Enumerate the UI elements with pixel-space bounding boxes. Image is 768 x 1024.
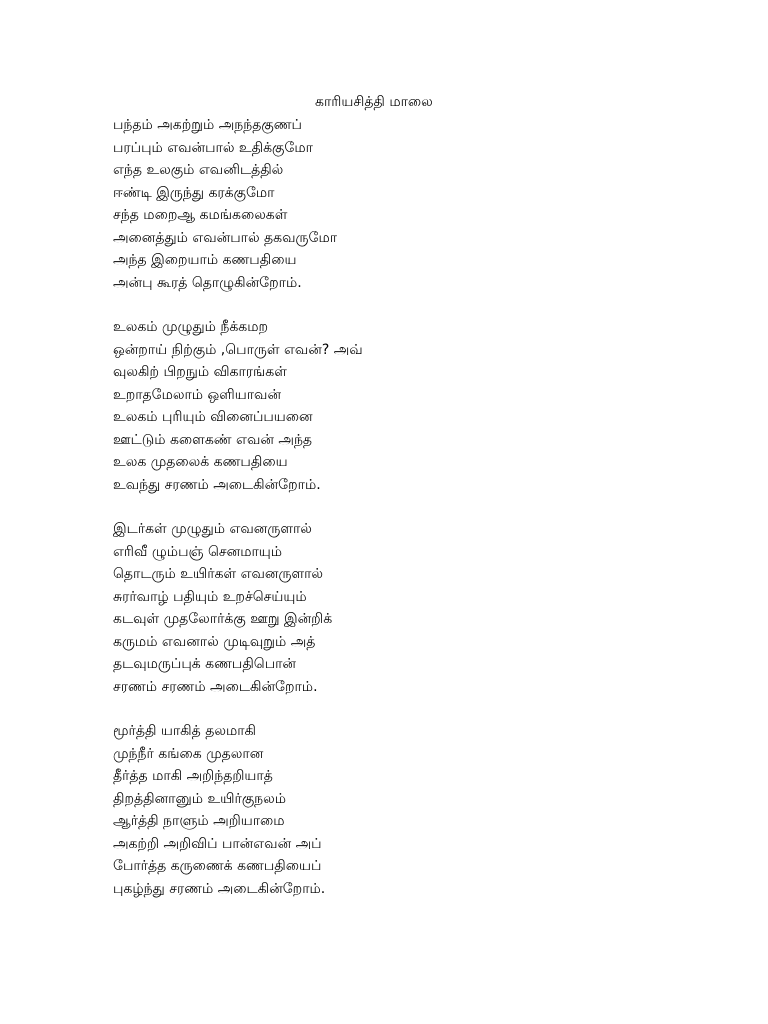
poem-line: கடவுள் முதலோர்க்கு ஊறு இன்றிக் — [113, 611, 333, 627]
poem-line: தடவுமருப்புக் கணபதிபொன் — [113, 656, 297, 672]
poem-line: எரிவீ ழும்பஞ் செனமாயும் — [113, 543, 283, 560]
poem-line: எந்த உலகும் எவனிடத்தில் — [113, 162, 284, 178]
document-title: காரியசித்தி மாலை — [315, 94, 433, 110]
poem-line: இடர்கள் முழுதும் எவனருளால் — [113, 521, 312, 537]
poem-line: சுரர்வாழ் பதியும் உறச்செய்யும் — [113, 588, 307, 605]
poem-line: போர்த்த கருணைக் கணபதியைப் — [113, 858, 322, 874]
poem-line: உலகம் முழுதும் நீக்கமற — [113, 319, 269, 335]
poem-line: தீர்த்த மாகி அறிந்தறியாத் — [113, 768, 273, 784]
poem-line: தொடரும் உயிர்கள் எவனருளால் — [113, 566, 324, 582]
poem-line: அந்த இறையாம் கணபதியை — [113, 252, 297, 268]
poem-line: வுலகிற் பிறநும் விகாரங்கள் — [113, 364, 287, 380]
poem-line: அகற்றி அறிவிப் பான்எவன் அப் — [113, 835, 322, 852]
stanza-4 — [113, 720, 733, 900]
poem-line: உலக முதலைக் கணபதியை — [113, 454, 288, 470]
poem-line: பரப்பும் எவன்பால் உதிக்குமோ — [113, 139, 313, 156]
poem-line: ஈண்டி இருந்து கரக்குமோ — [113, 184, 275, 201]
poem-line: அன்பு கூரத் தொழுகின்றோம். — [113, 274, 302, 291]
poem-line: உறாதமேலாம் ஒளியாவன் — [113, 386, 282, 403]
stanza-3 — [113, 518, 733, 698]
poem-line: ஆர்த்தி நாளும் அறியாமை — [113, 813, 285, 829]
poem-line: அனைத்தும் எவன்பால் தகவருமோ — [113, 229, 338, 246]
poem-line: முந்நீர் கங்கை முதலான — [113, 745, 264, 762]
poem-line: பந்தம் அகற்றும் அநந்தகுணப் — [113, 117, 302, 133]
poem-line: உலகம் புரியும் வினைப்பயனை — [113, 409, 313, 425]
poem-line: மூர்த்தி யாகித் தலமாகி — [113, 723, 257, 739]
poem-line: உவந்து சரணம் அடைகின்றோம். — [113, 476, 321, 493]
stanza-2 — [113, 316, 733, 496]
poem-body — [113, 114, 733, 922]
poem-line: ஊட்டும் களைகண் எவன் அந்த — [113, 431, 313, 448]
poem-line: சந்த மறைஆ கமங்கலைகள் — [113, 207, 288, 223]
poem-line: ஒன்றாய் நிற்கும் ,பொருள் எவன்? அவ் — [113, 341, 363, 358]
poem-line: கருமம் எவனால் முடிவுறும் அத் — [113, 633, 316, 650]
poem-line: திறத்தினானும் உயிர்குநலம் — [113, 790, 287, 807]
stanza-1 — [113, 114, 733, 294]
poem-line: புகழ்ந்து சரணம் அடைகின்றோம். — [113, 880, 326, 897]
poem-line: சரணம் சரணம் அடைகின்றோம். — [113, 678, 318, 695]
